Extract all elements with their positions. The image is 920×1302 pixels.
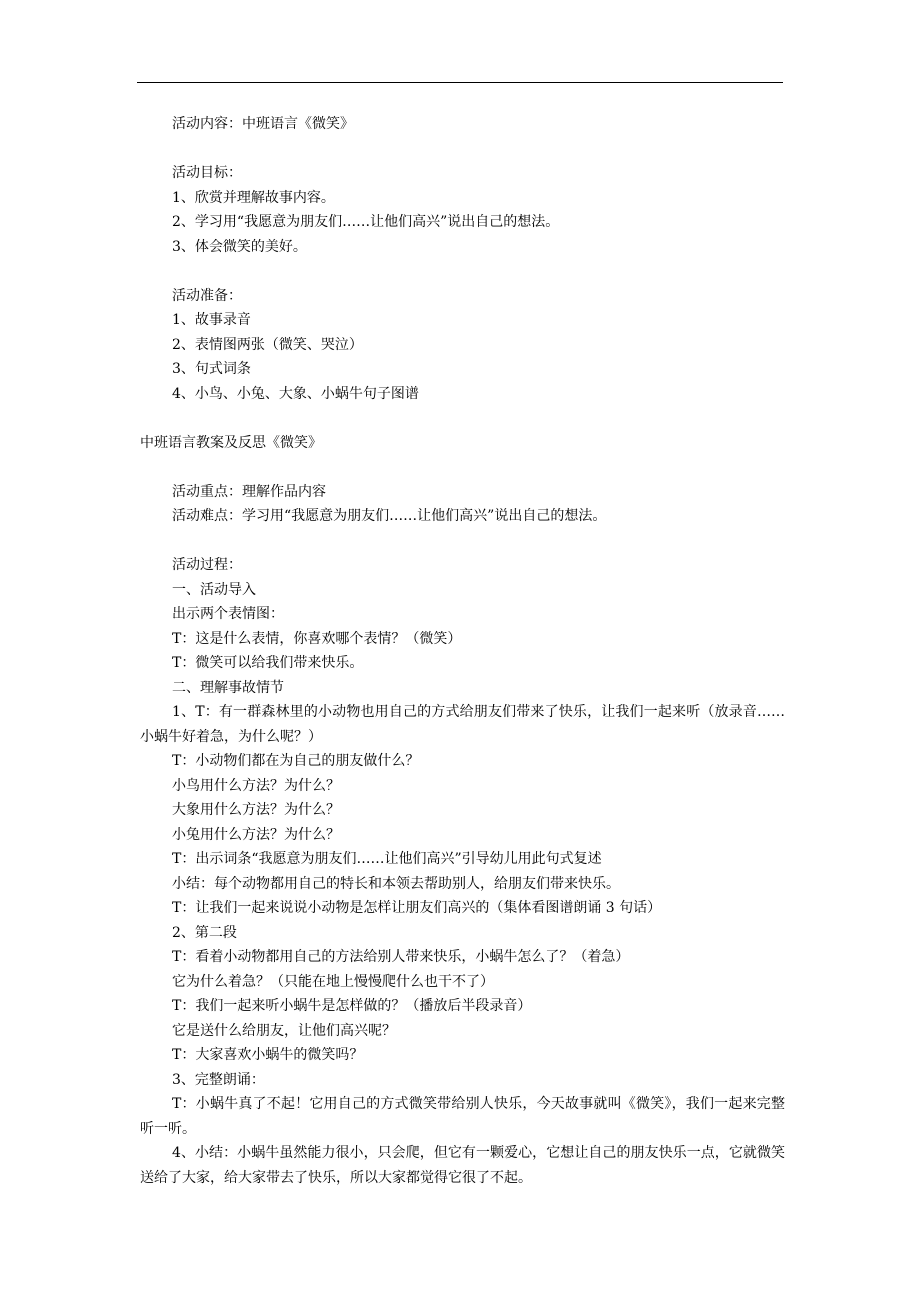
text-line: 大象用什么方法？为什么？ (172, 802, 340, 818)
header-rule (137, 82, 783, 83)
text-line: T：小动物们都在为自己的朋友做什么？ (172, 753, 420, 769)
text-line: 活动准备： (172, 287, 242, 304)
text-line: T：微笑可以给我们带来快乐。 (172, 655, 364, 671)
text-line: 它是送什么给朋友，让他们高兴呢？ (172, 1022, 396, 1039)
text-line: 4、小结：小蜗牛虽然能力很小，只会爬，但它有一颗爱心，它想让自己的朋友快乐一点，它就微笑送给了大家，给大家带去了快乐，所以大家都觉得它很了不起。 (140, 1145, 785, 1186)
text-line: T：大家喜欢小蜗牛的微笑吗？ (172, 1047, 364, 1063)
text-line: 活动难点：学习用“我愿意为朋友们……让他们高兴”说出自己的想法。 (172, 508, 607, 524)
text-line: 中班语言教案及反思《微笑》 (140, 434, 322, 451)
text-line: 小鸟用什么方法？为什么？ (172, 777, 340, 794)
text-line: 3、句式词条 (172, 361, 251, 377)
text-line: 小兔用什么方法？为什么？ (172, 826, 340, 843)
text-line: 它为什么着急？（只能在地上慢慢爬什么也干不了） (172, 973, 494, 990)
text-line: T：小蜗牛真了不起！它用自己的方式微笑带给别人快乐，今天故事就叫《微笑》，我们一起来完整听一听。 (140, 1096, 785, 1137)
text-line: 4、小鸟、小兔、大象、小蜗牛句子图谱 (172, 385, 419, 402)
text-line: 一、活动导入 (172, 581, 256, 598)
text-line: 1、欣赏并理解故事内容。 (172, 189, 335, 206)
blank-line (140, 455, 785, 480)
text-line: T：我们一起来听小蜗牛是怎样做的？（播放后半段录音） (172, 998, 532, 1014)
blank-line (140, 137, 785, 162)
blank-line (140, 406, 785, 431)
text-line: 活动目标： (172, 165, 242, 181)
text-line: 活动内容：中班语言《微笑》 (172, 116, 354, 132)
text-line: 3、体会微笑的美好。 (172, 238, 307, 255)
text-line: 二、理解事故情节 (172, 679, 284, 696)
text-line: 1、T：有一群森林里的小动物也用自己的方式给朋友们带来了快乐，让我们一起来听（放录音……小蜗牛好着急，为什么呢？） (140, 704, 785, 745)
text-line: 2、表情图两张（微笑、哭泣） (172, 336, 363, 353)
text-line: 出示两个表情图： (172, 606, 284, 622)
text-line: 2、学习用“我愿意为朋友们……让他们高兴”说出自己的想法。 (172, 214, 560, 230)
text-line: 1、故事录音 (172, 312, 251, 328)
text-line: 活动过程： (172, 557, 242, 573)
text-line: 小结：每个动物都用自己的特长和本领去帮助别人，给朋友们带来快乐。 (172, 875, 620, 892)
text-line: T：这是什么表情，你喜欢哪个表情？（微笑） (172, 630, 462, 647)
text-line: 2、第二段 (172, 924, 237, 941)
blank-line (140, 259, 785, 284)
text-line: T：让我们一起来说说小动物是怎样让朋友们高兴的（集体看图谱朗诵 3 句话） (172, 900, 662, 916)
document-body (140, 112, 785, 1190)
blank-line (140, 529, 785, 554)
text-line: T：出示词条“我愿意为朋友们……让他们高兴”引导幼儿用此句式复述 (172, 851, 602, 867)
text-line: T：看着小动物都用自己的方法给别人带来快乐，小蜗牛怎么了？（着急） (172, 949, 630, 965)
text-line: 活动重点：理解作品内容 (172, 483, 326, 500)
text-line: 3、完整朗诵： (172, 1071, 265, 1088)
